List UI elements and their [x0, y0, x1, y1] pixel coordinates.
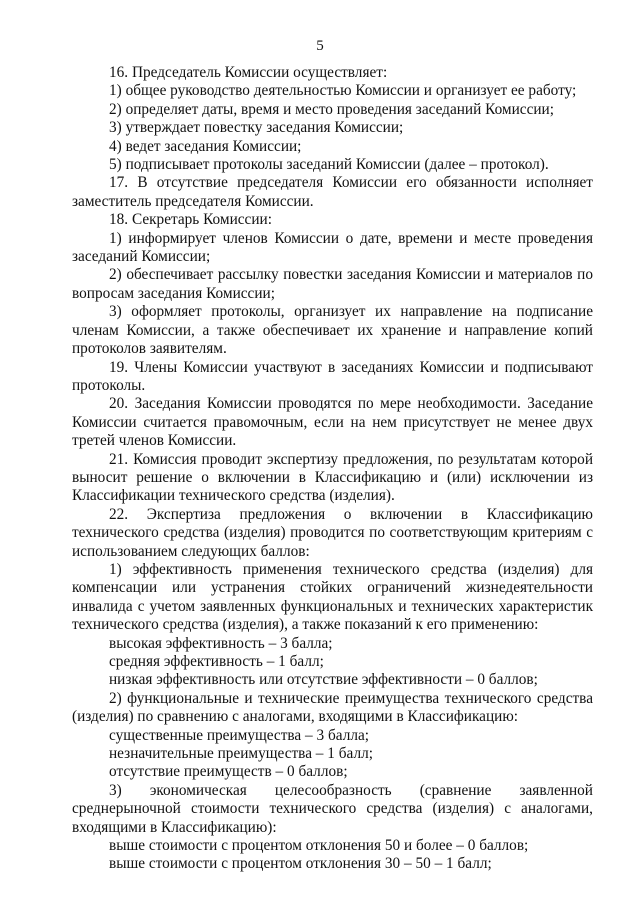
clause-21: 21. Комиссия проводит экспертизу предложения, по результатам которой выносит решение о включении в Классификацию и (или) исключении из Классификации технического средства (изделия). — [72, 450, 593, 505]
clause-22-item-2-score-significant: существенные преимущества – 3 балла; — [109, 726, 370, 744]
clause-22: 22. Экспертиза предложения о включении в Классификацию технического средства (изделия) проводится по соответствующим критериям с использованием следующих баллов: — [72, 505, 593, 560]
page-number: 5 — [316, 38, 324, 54]
clause-22-item-2: 2) функциональные и технические преимущества технического средства (изделия) по сравнению с аналогами, входящими в Классификацию: — [72, 689, 593, 726]
clause-22-item-1-score-medium: средняя эффективность – 1 балл; — [109, 653, 324, 670]
clause-18-item-1: 1) информирует членов Комиссии о дате, времени и месте проведения заседаний Комиссии; — [72, 229, 593, 266]
clause-17: 17. В отсутствие председателя Комиссии его обязанности исполняет заместитель председателя Комиссии. — [72, 174, 593, 210]
clause-16-item-4: 4) ведет заседания Комиссии; — [109, 137, 302, 155]
clause-18: 18. Секретарь Комиссии: — [109, 211, 272, 229]
clause-18-item-2: 2) обеспечивает рассылку повестки заседания Комиссии и материалов по вопросам заседания Комиссии; — [72, 266, 593, 302]
clause-19: 19. Члены Комиссии участвуют в заседаниях Комиссии и подписывают протоколы. — [72, 358, 593, 394]
clause-16-item-1: 1) общее руководство деятельностью Комиссии и организует ее работу; — [109, 82, 577, 100]
clause-22-item-3-score-30-50: выше стоимости с процентом отклонения 30 – 50 – 1 балл; — [109, 855, 492, 873]
clause-20: 20. Заседания Комиссии проводятся по мере необходимости. Заседание Комиссии считается правомочным, если на нем присутствует не менее двух третей членов Комиссии. — [72, 395, 593, 450]
clause-22-item-1: 1) эффективность применения технического средства (изделия) для компенсации или устранения стойких ограничений жизнедеятельности инвалида с учетом заявленных функциональных и технических характеристик технического средства (изделия), а также показаний к его применению: — [72, 560, 593, 634]
clause-16-item-2: 2) определяет даты, время и место проведения заседаний Комиссии; — [109, 100, 554, 118]
clause-22-item-1-score-low: низкая эффективность или отсутствие эффективности – 0 баллов; — [109, 671, 538, 689]
clause-16: 16. Председатель Комиссии осуществляет: — [109, 64, 388, 81]
clause-22-item-2-score-minor: незначительные преимущества – 1 балл; — [109, 745, 373, 763]
clause-22-item-2-score-none: отсутствие преимуществ – 0 баллов; — [109, 763, 348, 781]
clause-22-item-3: 3) экономическая целесообразность (сравнение заявленной среднерыночной стоимости технического средства (изделия) с аналогами, входящими в Классификацию): — [72, 781, 593, 836]
clause-16-item-5: 5) подписывает протоколы заседаний Комиссии (далее – протокол). — [109, 156, 549, 174]
clause-18-item-3: 3) оформляет протоколы, организует их направление на подписание членам Комиссии, а также обеспечивает их хранение и направление копий протоколов заявителям. — [72, 303, 593, 358]
document-body — [72, 64, 593, 874]
clause-22-item-1-score-high: высокая эффективность – 3 балла; — [109, 634, 333, 652]
clause-16-item-3: 3) утверждает повестку заседания Комиссии; — [109, 119, 404, 137]
clause-22-item-3-score-50: выше стоимости с процентом отклонения 50 и более – 0 баллов; — [109, 837, 529, 855]
